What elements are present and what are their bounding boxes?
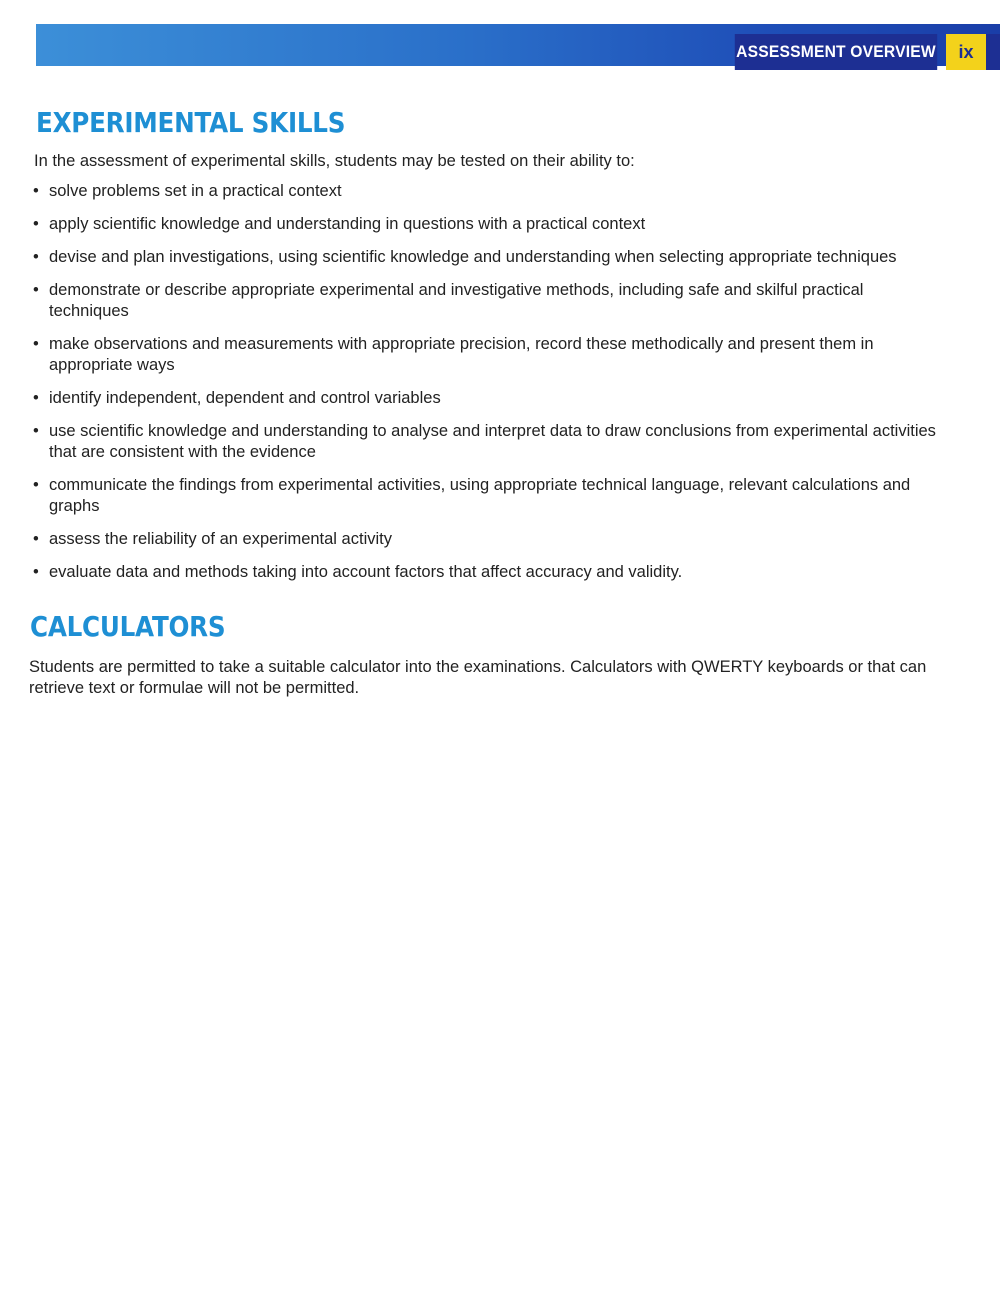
bullet-icon: • xyxy=(33,182,39,200)
bullet-icon: • xyxy=(33,248,39,266)
list-item xyxy=(33,529,938,550)
bullet-icon: • xyxy=(33,476,39,494)
bullet-icon: • xyxy=(33,422,39,440)
list-item-text: devise and plan investigations, using scientific knowledge and understanding when selecting appropriate techniques xyxy=(49,248,897,266)
list-item xyxy=(33,562,938,583)
experimental-intro: In the assessment of experimental skills, students may be tested on their ability to: xyxy=(34,152,635,170)
page-edge-strip xyxy=(986,34,1000,70)
list-item-text: identify independent, dependent and control variables xyxy=(49,389,441,407)
bullet-icon: • xyxy=(33,530,39,548)
bullet-icon: • xyxy=(33,563,39,581)
list-item-text: demonstrate or describe appropriate experimental and investigative methods, including safe and skilful practical techniques xyxy=(49,281,864,320)
list-item-text: communicate the findings from experimental activities, using appropriate technical language, relevant calculations and graphs xyxy=(49,476,911,515)
page-number: ix xyxy=(946,34,986,70)
bullet-icon: • xyxy=(33,335,39,353)
bullet-icon: • xyxy=(33,389,39,407)
list-item xyxy=(33,181,938,202)
section-label: ASSESSMENT OVERVIEW xyxy=(735,34,937,70)
list-item xyxy=(33,214,938,235)
list-item-text: evaluate data and methods taking into account factors that affect accuracy and validity. xyxy=(49,563,683,581)
list-item xyxy=(33,280,938,322)
calculators-heading: CALCULATORS xyxy=(30,610,226,643)
bullet-icon: • xyxy=(33,281,39,299)
calculators-paragraph: Students are permitted to take a suitable calculator into the examinations. Calculators with QWERTY keyboards or that can retrieve text or formulae will not be permitted. xyxy=(29,658,927,697)
list-item xyxy=(33,247,938,268)
list-item-text: apply scientific knowledge and understanding in questions with a practical context xyxy=(49,215,646,233)
list-item xyxy=(33,475,938,517)
list-item xyxy=(33,334,938,376)
list-item xyxy=(33,421,938,463)
list-item-text: assess the reliability of an experimental activity xyxy=(49,530,392,548)
list-item-text: make observations and measurements with appropriate precision, record these methodically and present them in appropriate ways xyxy=(49,335,874,374)
bullet-icon: • xyxy=(33,215,39,233)
list-item-text: solve problems set in a practical context xyxy=(49,182,342,200)
experimental-skills-list xyxy=(33,181,938,583)
experimental-skills-heading: EXPERIMENTAL SKILLS xyxy=(36,106,346,139)
list-item-text: use scientific knowledge and understanding to analyse and interpret data to draw conclusions from experimental activities that are consistent with the evidence xyxy=(49,422,936,461)
list-item xyxy=(33,388,938,409)
